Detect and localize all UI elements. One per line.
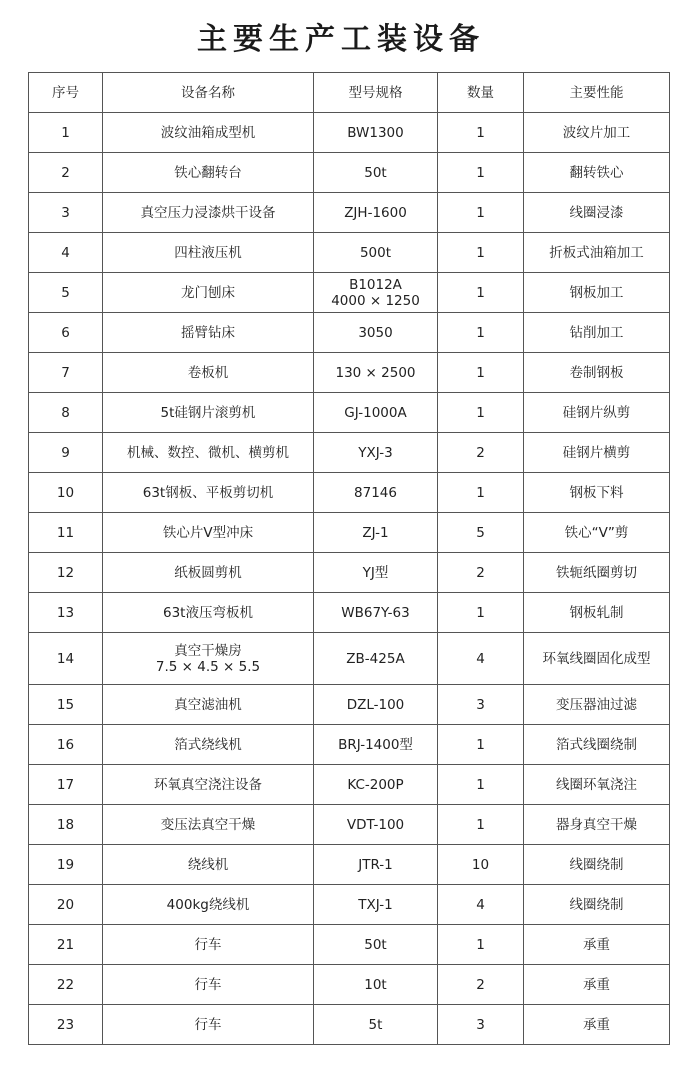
table-row <box>29 113 670 153</box>
cell-equipment-name-line: 7.5 × 4.5 × 5.5 <box>155 658 261 675</box>
cell-equipment-name-line: 环氧真空浇注设备 <box>154 776 262 793</box>
cell-quantity: 1 <box>438 725 524 765</box>
cell-model-spec <box>314 553 438 593</box>
cell-serial-no: 10 <box>29 473 103 513</box>
cell-equipment-name <box>103 765 314 805</box>
cell-serial-no: 19 <box>29 845 103 885</box>
table-row <box>29 593 670 633</box>
cell-equipment-name-line: 63t钢板、平板剪切机 <box>142 484 274 501</box>
table-row <box>29 765 670 805</box>
cell-equipment-name-line: 绕线机 <box>187 856 229 873</box>
cell-serial-no: 8 <box>29 393 103 433</box>
cell-quantity: 4 <box>438 633 524 685</box>
cell-equipment-name-line: 卷板机 <box>187 364 229 381</box>
cell-quantity: 1 <box>438 593 524 633</box>
cell-equipment-name-line: 四柱液压机 <box>174 244 242 261</box>
cell-quantity: 1 <box>438 193 524 233</box>
cell-quantity: 1 <box>438 273 524 313</box>
cell-model-spec <box>314 845 438 885</box>
cell-main-performance: 器身真空干燥 <box>524 805 670 845</box>
cell-equipment-name-line: 63t液压弯板机 <box>163 604 253 621</box>
cell-serial-no: 6 <box>29 313 103 353</box>
cell-serial-no: 16 <box>29 725 103 765</box>
table-row <box>29 965 670 1005</box>
cell-serial-no: 18 <box>29 805 103 845</box>
cell-model-spec <box>314 393 438 433</box>
cell-equipment-name-line: 龙门刨床 <box>181 284 235 301</box>
cell-equipment-name <box>103 313 314 353</box>
table-row <box>29 1005 670 1045</box>
header-main-performance: 主要性能 <box>524 73 670 113</box>
table-row <box>29 845 670 885</box>
cell-serial-no: 13 <box>29 593 103 633</box>
cell-equipment-name <box>103 593 314 633</box>
cell-quantity: 10 <box>438 845 524 885</box>
table-row <box>29 313 670 353</box>
cell-model-spec-line: BRJ-1400型 <box>338 736 413 753</box>
cell-quantity: 1 <box>438 473 524 513</box>
cell-quantity: 1 <box>438 393 524 433</box>
cell-model-spec-line: 500t <box>359 244 392 261</box>
cell-model-spec-line: WB67Y-63 <box>341 604 410 621</box>
cell-quantity: 1 <box>438 153 524 193</box>
cell-model-spec-line: 5t <box>368 1016 383 1033</box>
cell-model-spec-line: DZL-100 <box>346 696 405 713</box>
cell-equipment-name <box>103 393 314 433</box>
cell-quantity: 5 <box>438 513 524 553</box>
header-model-spec: 型号规格 <box>314 73 438 113</box>
cell-serial-no: 17 <box>29 765 103 805</box>
cell-serial-no: 1 <box>29 113 103 153</box>
cell-main-performance: 线圈浸漆 <box>524 193 670 233</box>
cell-serial-no: 22 <box>29 965 103 1005</box>
cell-serial-no: 9 <box>29 433 103 473</box>
cell-quantity: 1 <box>438 805 524 845</box>
cell-model-spec <box>314 593 438 633</box>
cell-quantity: 2 <box>438 553 524 593</box>
table-row <box>29 153 670 193</box>
cell-model-spec <box>314 885 438 925</box>
cell-model-spec <box>314 513 438 553</box>
cell-equipment-name-line: 箔式绕线机 <box>174 736 242 753</box>
header-equipment-name: 设备名称 <box>103 73 314 113</box>
cell-equipment-name <box>103 885 314 925</box>
cell-model-spec-line: ZJH-1600 <box>344 204 407 221</box>
cell-main-performance: 波纹片加工 <box>524 113 670 153</box>
cell-model-spec <box>314 233 438 273</box>
cell-main-performance: 线圈环氧浇注 <box>524 765 670 805</box>
cell-model-spec <box>314 433 438 473</box>
cell-main-performance: 承重 <box>524 1005 670 1045</box>
table-row <box>29 885 670 925</box>
cell-main-performance: 线圈绕制 <box>524 845 670 885</box>
cell-model-spec-line: GJ-1000A <box>344 404 407 421</box>
cell-model-spec <box>314 805 438 845</box>
cell-main-performance: 卷制钢板 <box>524 353 670 393</box>
table-row <box>29 433 670 473</box>
cell-serial-no: 15 <box>29 685 103 725</box>
cell-serial-no: 2 <box>29 153 103 193</box>
cell-equipment-name-line: 真空压力浸漆烘干设备 <box>140 204 276 221</box>
table-row <box>29 513 670 553</box>
cell-serial-no: 21 <box>29 925 103 965</box>
table-row <box>29 273 670 313</box>
cell-equipment-name <box>103 633 314 685</box>
cell-model-spec <box>314 633 438 685</box>
cell-model-spec-line: B1012A <box>349 276 402 293</box>
cell-quantity: 1 <box>438 113 524 153</box>
cell-equipment-name-line: 摇臂钻床 <box>181 324 235 341</box>
cell-equipment-name <box>103 725 314 765</box>
cell-equipment-name-line: 机械、数控、微机、横剪机 <box>127 444 289 461</box>
cell-quantity: 4 <box>438 885 524 925</box>
cell-quantity: 1 <box>438 313 524 353</box>
cell-model-spec <box>314 153 438 193</box>
cell-main-performance: 承重 <box>524 925 670 965</box>
cell-main-performance: 铁心“V”剪 <box>524 513 670 553</box>
cell-main-performance: 钻削加工 <box>524 313 670 353</box>
cell-model-spec-line: 50t <box>364 936 387 953</box>
cell-quantity: 1 <box>438 353 524 393</box>
cell-equipment-name <box>103 353 314 393</box>
cell-equipment-name <box>103 925 314 965</box>
cell-main-performance: 钢板下料 <box>524 473 670 513</box>
table-row <box>29 233 670 273</box>
cell-equipment-name-line: 铁心翻转台 <box>174 164 242 181</box>
cell-model-spec <box>314 965 438 1005</box>
cell-main-performance: 硅钢片横剪 <box>524 433 670 473</box>
cell-main-performance: 承重 <box>524 965 670 1005</box>
table-row <box>29 925 670 965</box>
table-row <box>29 473 670 513</box>
table-row <box>29 553 670 593</box>
header-quantity: 数量 <box>438 73 524 113</box>
cell-equipment-name <box>103 553 314 593</box>
cell-main-performance: 折板式油箱加工 <box>524 233 670 273</box>
cell-main-performance: 硅钢片纵剪 <box>524 393 670 433</box>
cell-model-spec <box>314 1005 438 1045</box>
table-body <box>29 113 670 1045</box>
cell-model-spec-line: JTR-1 <box>358 856 393 873</box>
cell-model-spec-line: 87146 <box>354 484 397 501</box>
cell-equipment-name <box>103 513 314 553</box>
cell-model-spec <box>314 473 438 513</box>
cell-main-performance: 钢板加工 <box>524 273 670 313</box>
cell-model-spec <box>314 925 438 965</box>
cell-equipment-name <box>103 433 314 473</box>
cell-equipment-name <box>103 153 314 193</box>
cell-equipment-name <box>103 965 314 1005</box>
cell-quantity: 2 <box>438 965 524 1005</box>
cell-equipment-name-line: 铁心片V型冲床 <box>162 524 254 541</box>
cell-model-spec-line: 130 × 2500 <box>335 364 416 381</box>
cell-main-performance: 环氧线圈固化成型 <box>524 633 670 685</box>
cell-equipment-name <box>103 233 314 273</box>
cell-main-performance: 线圈绕制 <box>524 885 670 925</box>
cell-equipment-name-line: 真空滤油机 <box>174 696 242 713</box>
cell-model-spec-line: ZB-425A <box>346 650 405 667</box>
cell-model-spec <box>314 193 438 233</box>
cell-equipment-name <box>103 473 314 513</box>
cell-model-spec-line: VDT-100 <box>346 816 405 833</box>
table-row <box>29 353 670 393</box>
cell-equipment-name-line: 行车 <box>194 1016 222 1033</box>
cell-main-performance: 变压器油过滤 <box>524 685 670 725</box>
cell-equipment-name-line: 纸板圆剪机 <box>174 564 242 581</box>
cell-equipment-name-line: 5t硅钢片滚剪机 <box>160 404 256 421</box>
cell-equipment-name <box>103 845 314 885</box>
cell-main-performance: 箔式线圈绕制 <box>524 725 670 765</box>
cell-equipment-name-line: 400kg绕线机 <box>166 896 250 913</box>
cell-model-spec <box>314 685 438 725</box>
cell-model-spec-line: ZJ-1 <box>362 524 389 541</box>
cell-main-performance: 钢板轧制 <box>524 593 670 633</box>
cell-serial-no: 3 <box>29 193 103 233</box>
cell-quantity: 1 <box>438 925 524 965</box>
cell-equipment-name-line: 波纹油箱成型机 <box>160 124 256 141</box>
equipment-table <box>28 72 670 1045</box>
page-title: 主要生产工装设备 <box>197 22 485 57</box>
cell-serial-no: 23 <box>29 1005 103 1045</box>
cell-equipment-name <box>103 685 314 725</box>
cell-model-spec-line: 50t <box>364 164 387 181</box>
cell-main-performance: 铁轭纸圈剪切 <box>524 553 670 593</box>
header-serial-no: 序号 <box>29 73 103 113</box>
cell-equipment-name-line: 行车 <box>194 936 222 953</box>
cell-serial-no: 11 <box>29 513 103 553</box>
table-row <box>29 633 670 685</box>
cell-quantity: 3 <box>438 1005 524 1045</box>
cell-model-spec <box>314 313 438 353</box>
cell-serial-no: 5 <box>29 273 103 313</box>
cell-model-spec-line: 10t <box>364 976 387 993</box>
cell-main-performance: 翻转铁心 <box>524 153 670 193</box>
cell-serial-no: 12 <box>29 553 103 593</box>
cell-equipment-name <box>103 193 314 233</box>
cell-model-spec-line: 3050 <box>358 324 393 341</box>
cell-serial-no: 20 <box>29 885 103 925</box>
cell-model-spec-line: YJ型 <box>362 564 389 581</box>
cell-model-spec <box>314 113 438 153</box>
cell-equipment-name-line: 行车 <box>194 976 222 993</box>
table-row <box>29 725 670 765</box>
cell-quantity: 2 <box>438 433 524 473</box>
cell-quantity: 1 <box>438 233 524 273</box>
cell-equipment-name-line: 真空干燥房 <box>174 642 242 659</box>
cell-equipment-name <box>103 805 314 845</box>
table-header-row <box>29 73 670 113</box>
cell-model-spec-line: BW1300 <box>347 124 404 141</box>
cell-model-spec <box>314 765 438 805</box>
cell-equipment-name <box>103 1005 314 1045</box>
cell-serial-no: 7 <box>29 353 103 393</box>
cell-model-spec-line: TXJ-1 <box>358 896 393 913</box>
cell-model-spec <box>314 725 438 765</box>
cell-model-spec-line: 4000 × 1250 <box>331 292 420 309</box>
cell-equipment-name <box>103 113 314 153</box>
cell-serial-no: 4 <box>29 233 103 273</box>
table-row <box>29 393 670 433</box>
cell-equipment-name-line: 变压法真空干燥 <box>160 816 256 833</box>
cell-model-spec <box>314 273 438 313</box>
table-row <box>29 193 670 233</box>
cell-equipment-name <box>103 273 314 313</box>
table-row <box>29 805 670 845</box>
table-row <box>29 685 670 725</box>
cell-quantity: 3 <box>438 685 524 725</box>
cell-model-spec-line: KC-200P <box>347 776 404 793</box>
cell-serial-no: 14 <box>29 633 103 685</box>
cell-model-spec-line: YXJ-3 <box>358 444 393 461</box>
cell-quantity: 1 <box>438 765 524 805</box>
cell-model-spec <box>314 353 438 393</box>
